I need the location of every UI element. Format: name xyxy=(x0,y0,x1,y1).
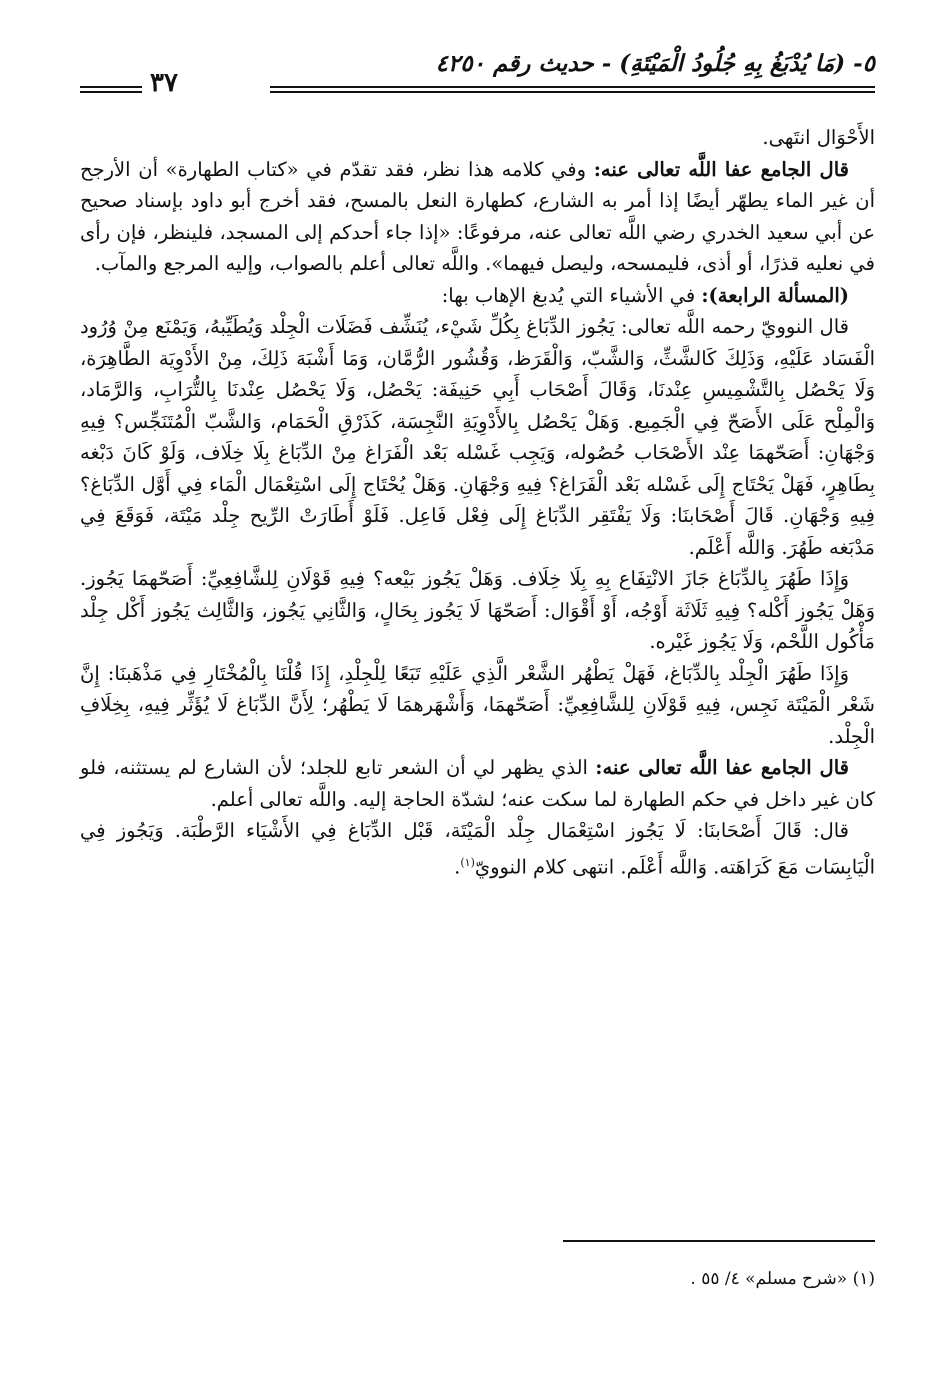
footnote: (١) «شرح مسلم» ٤/ ٥٥ . xyxy=(690,1269,875,1289)
paragraph xyxy=(80,311,875,563)
header-rule xyxy=(270,86,875,93)
paragraph-text: قال النوويّ رحمه اللَّه تعالى: يَجُوز الدِّبَاغ بِكُلِّ شَيْء، يُنَشِّف فَضَلَات الْجِلْد وَيُطَيِّبهُ، وَيَمْنَع مِنْ وُرُود الْفَسَاد عَلَيْهِ، وَذَلِكَ كَالشَّثِّ، وَالشَّبّ، وَالْقَرَظ، وَقُشُور الرُّمَّان، وَمَا أَشْبَهَ ذَلِكَ، مِنْ الأَدْوِيَة الطَّاهِرَة، وَلَا يَحْصُل بِالتَّشْمِيسِ عِنْدنَا، وَقَالَ أَصْحَاب أَبِي حَنِيفَة: يَحْصُل، وَلَا يَحْصُل عِنْدنَا بِالتُّرَابِ، وَالرَّمَاد، وَالْمِلْح عَلَى الأَصَحّ فِي الْجَمِيع. وَهَلْ يَحْصُل بِالأَدْوِيَةِ النَّجِسَة، كَذَرْقِ الْحَمَام، وَالشَّبّ الْمُتَنَجِّس؟ فِيهِ وَجْهَانِ: أَصَحّهمَا عِنْد الأَصْحَاب حُصُوله، وَيَجِب غَسْله بَعْد الْفَرَاغ مِنْ الدِّبَاغ بِلَا خِلَاف، وَلَوْ كَانَ دَبْغه بِطَاهِرٍ، فَهَلْ يَحْتَاج إِلَى غَسْله بَعْد الْفَرَاغ؟ فِيهِ وَجْهَانِ. وَهَلْ يُحْتَاج إِلَى اسْتِعْمَال الْمَاء فِي أَوَّل الدِّبَاغ؟ فِيهِ وَجْهَانِ. قَالَ أَصْحَابنَا: وَلَا يَفْتَقِر الدِّبَاغ إِلَى فِعْل فَاعِل. فَلَوْ أَطَارَتْ الرِّيح جِلْد مَيْتَة، فَوَقَعَ فِي مَدْبَغه طَهُرَ. وَاللَّه أَعْلَم. xyxy=(80,315,875,559)
paragraph xyxy=(80,280,875,312)
paragraph-lead: قال الجامع عفا اللَّه تعالى عنه: xyxy=(595,756,849,779)
footnote-ref: (١) xyxy=(460,855,475,869)
paragraph xyxy=(80,122,875,154)
footnote-separator xyxy=(563,1240,875,1242)
paragraph-text: وفي كلامه هذا نظر، فقد تقدّم في «كتاب الطهارة» أن الأرجح أن غير الماء يطهّر أيضًا إذا أمر به الشارع، كطهارة النعل بالمسح، فقد أخرج أبو داود بإسناد صحيح عن أبي سعيد الخدري رضي اللَّه تعالى عنه، مرفوعًا: «إذا جاء أحدكم إلى المسجد، فلينظر، فإن رأى في نعليه قذرًا، أو أذى، فليمسحه، وليصل فيهما». واللَّه تعالى أعلم بالصواب، وإليه المرجع والمآب. xyxy=(80,157,875,275)
paragraph-text: وَإِذَا طَهُرَ الْجِلْد بِالدِّبَاغ، فَهَلْ يَطْهُر الشَّعْر الَّذِي عَلَيْهِ تَبَعًا لِلْجِلْدِ، إِذَا قُلْنَا بِالْمُخْتَارِ فِي مَذْهَبنَا: إِنَّ شَعْر الْمَيْتَة نَجِس، فِيهِ قَوْلَانِ لِلشَّافِعِيِّ: أَصَحّهمَا، وَأَشْهَرهمَا لَا يَطْهُر؛ لِأَنَّ الدِّبَاغ لَا يُؤَثِّر فِيهِ، بِخِلَافِ الْجِلْد. xyxy=(80,661,875,748)
paragraph xyxy=(80,563,875,658)
paragraph-end: . xyxy=(454,855,461,878)
paragraph-lead: قال الجامع عفا اللَّه تعالى عنه: xyxy=(593,157,849,181)
page-body xyxy=(80,122,875,883)
paragraph-lead: (المسألة الرابعة): xyxy=(701,283,849,307)
paragraph-text: الأَحْوَال انتَهى. xyxy=(762,126,875,149)
chapter-title: ٥- (مَا يُدْبَغُ بِهِ جُلُودُ الْمَيْتَةِ) - حديث رقم ٤٢٥٠ xyxy=(435,50,875,77)
paragraph-text: قال: قَالَ أَصْحَابنَا: لَا يَجُوز اسْتِعْمَال جِلْد الْمَيْتَة، قَبْل الدِّبَاغ فِي الأَشْيَاء الرَّطْبَة. وَيَجُوز فِي الْيَابِسَات مَعَ كَرَاهَته. وَاللَّه أَعْلَم. انتهى كلام النوويّ xyxy=(80,819,875,878)
header-rule-short xyxy=(80,86,142,93)
paragraph xyxy=(80,752,875,815)
paragraph-text: في الأشياء التي يُدبغ الإهاب بها: xyxy=(441,283,702,307)
page-number: ٣٧ xyxy=(150,68,178,98)
paragraph xyxy=(80,815,875,883)
paragraph xyxy=(80,658,875,753)
paragraph-text: وَإِذَا طَهُرَ بِالدِّبَاغ جَازَ الانْتِفَاع بِهِ بِلَا خِلَاف. وَهَلْ يَجُوز بَيْعه؟ فِيهِ قَوْلَانِ لِلشَّافِعِيِّ: أَصَحّهمَا يَجُوز. وَهَلْ يَجُوز أَكْله؟ فِيهِ ثَلَاثَة أَوْجُه، أَوْ أَقْوَال: أَصَحّهَا لَا يَجُوز بِحَالٍ، وَالثَّانِي يَجُوز، وَالثَّالِث يَجُوز أَكْل جِلْد مَأْكُول اللَّحْم، وَلَا يَجُوز غَيْره. xyxy=(80,567,875,653)
paragraph-text: الذي يظهر لي أن الشعر تابع للجلد؛ لأن الشارع لم يستثنه، فلو كان غير داخل في حكم الطهارة لما سكت عنه؛ لشدّة الحاجة إليه. واللَّه تعالى أعلم. xyxy=(80,756,875,811)
paragraph xyxy=(80,154,875,280)
page-header xyxy=(80,50,875,102)
